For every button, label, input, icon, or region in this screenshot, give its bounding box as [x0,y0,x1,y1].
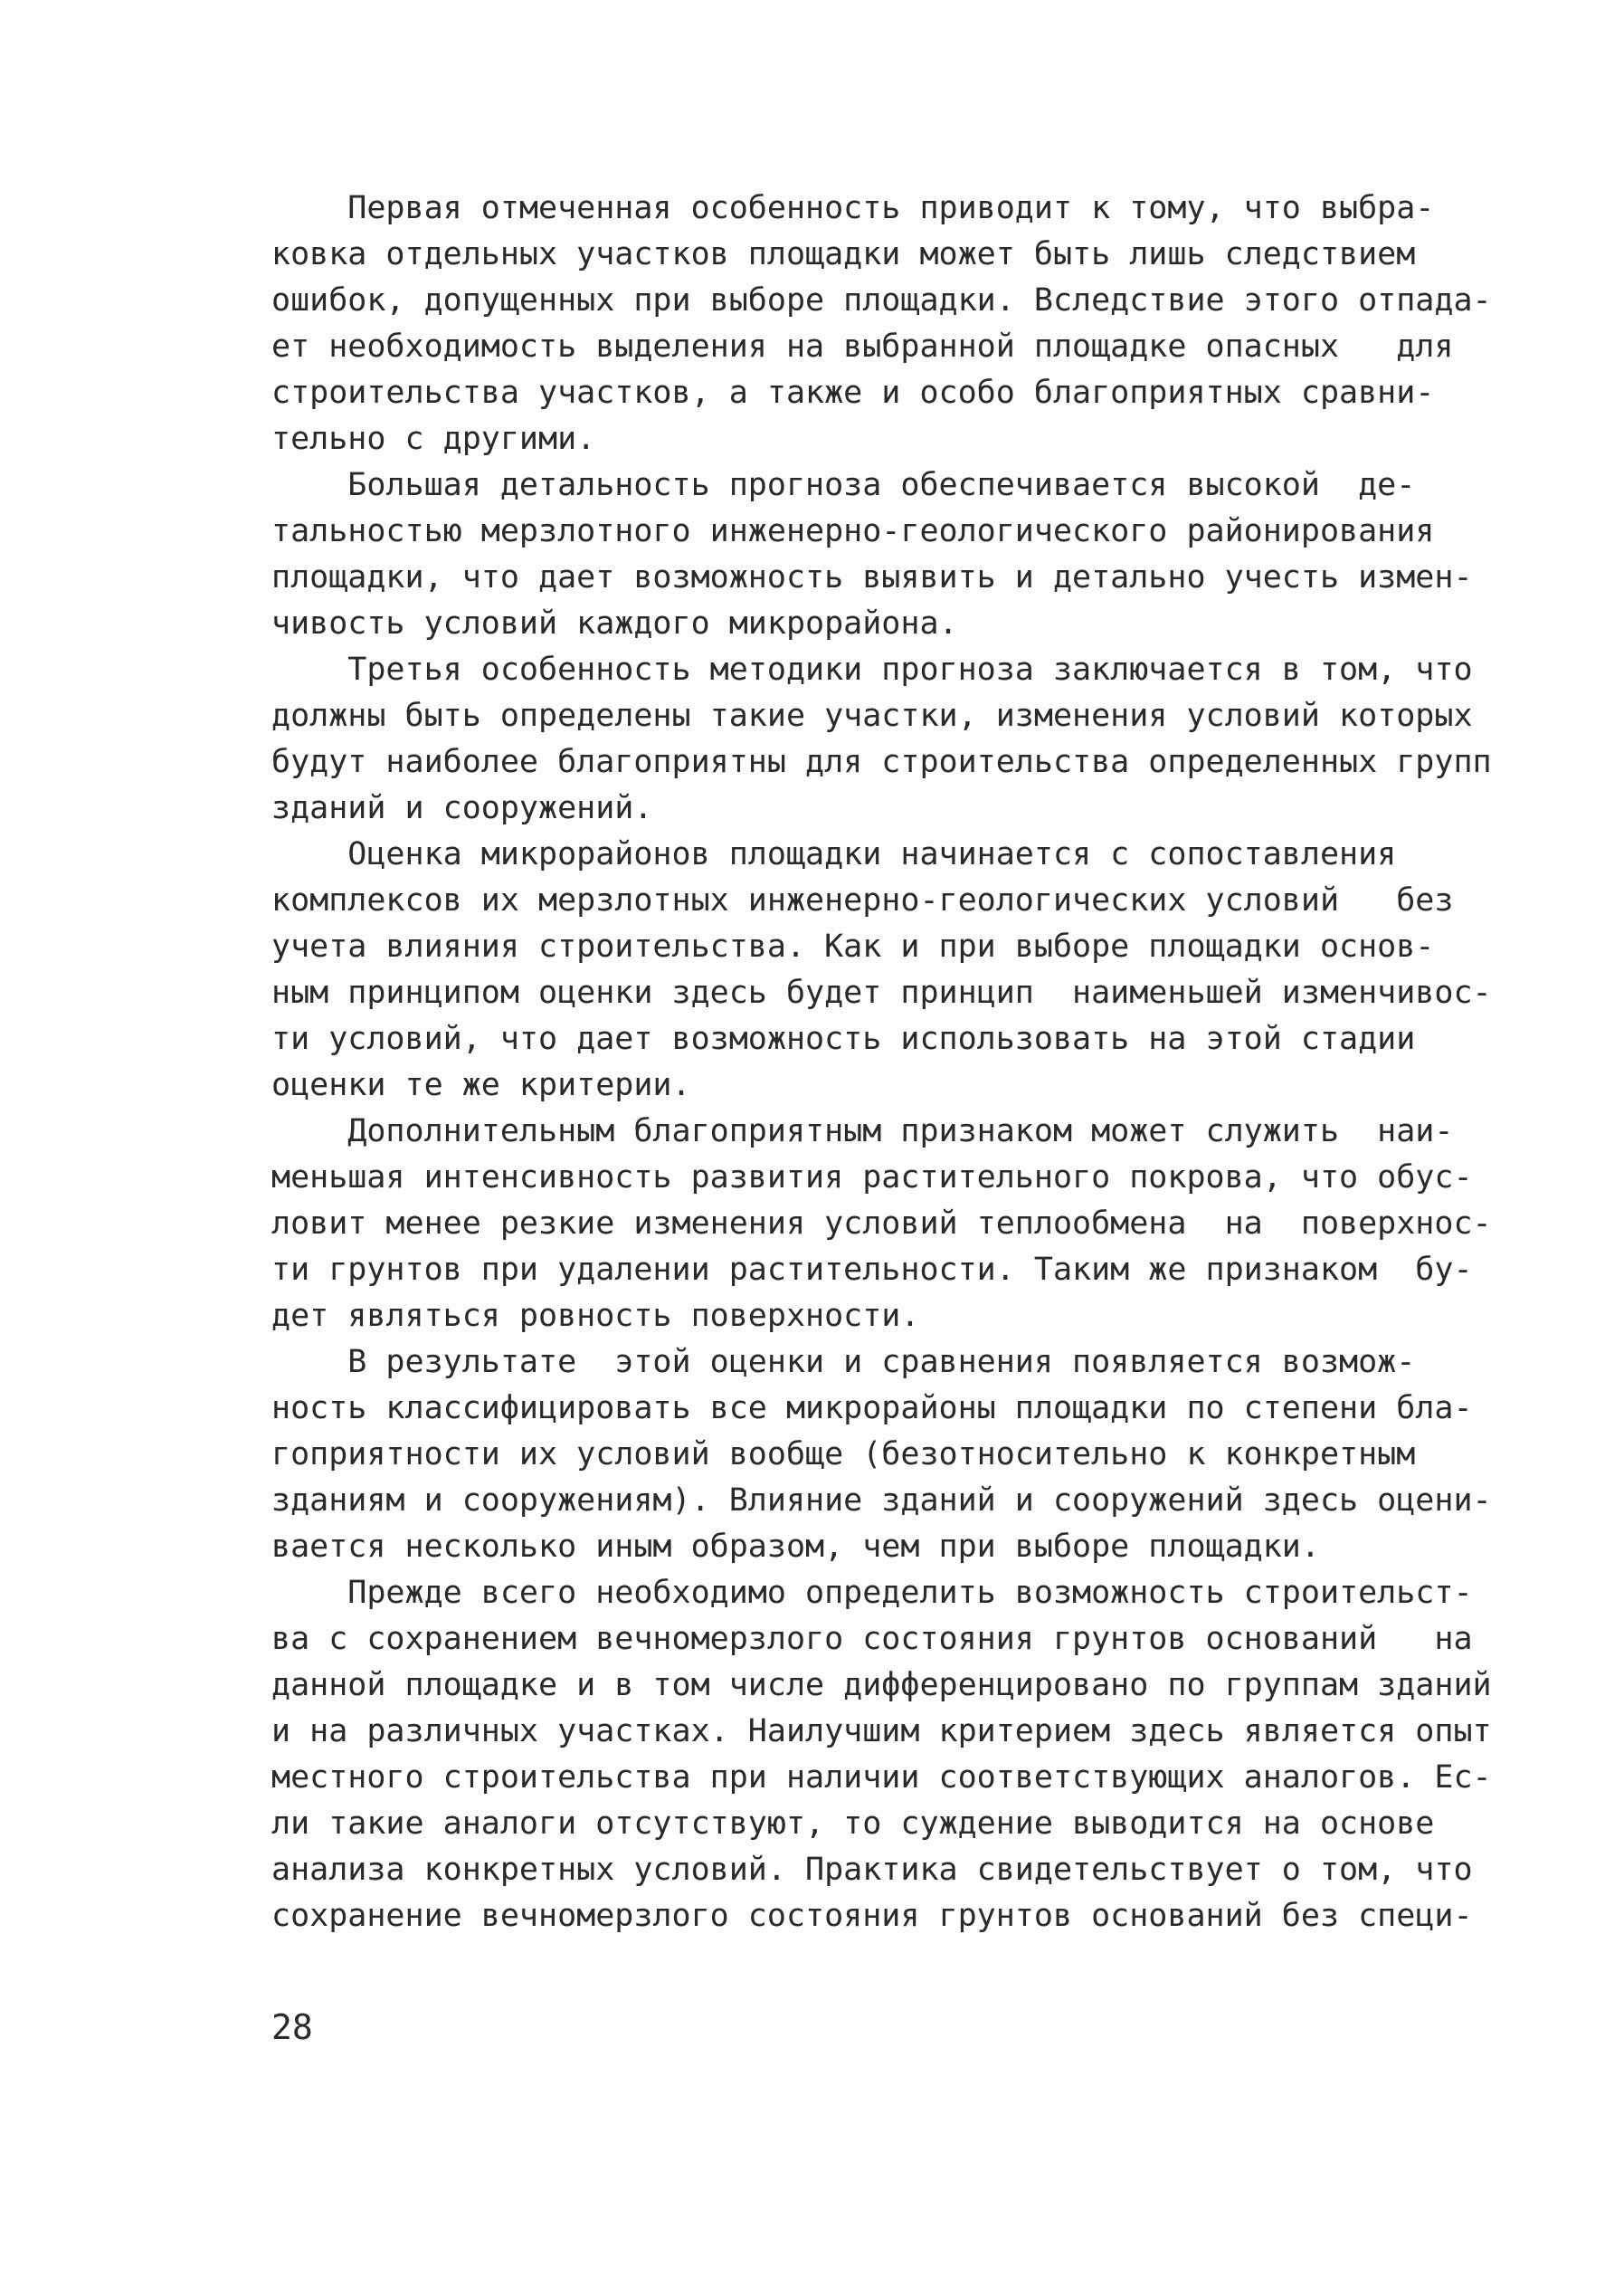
text-line: ковка отдельных участков площадки может быть лишь следствием [271,236,1416,272]
text-line: зданий и сооружений. [271,790,653,826]
text-line: тельно с другими. [271,421,596,457]
text-line: ным принципом оценки здесь будет принцип наименьшей изменчивос- [271,975,1492,1011]
text-line: гоприятности их условий вообще (безотносительно к конкретным [271,1436,1416,1472]
text-line: вается несколько иным образом, чем при выборе площадки. [271,1529,1320,1565]
text-line: комплексов их мерзлотных инженерно-геологических условий без [271,882,1454,919]
text-line: ет необходимость выделения на выбранной площадке опасных для [271,329,1454,365]
text-line: будут наиболее благоприятны для строительства определенных групп [271,744,1492,780]
paragraph-7 [271,1570,1492,1939]
paragraph-1 [271,186,1492,462]
paragraph-4 [271,832,1492,1109]
text-line: данной площадке и в том числе дифференцировано по группам зданий [271,1667,1492,1703]
text-line: Большая детальность прогноза обеспечивается высокой де- [271,467,1416,503]
paragraph-5 [271,1109,1492,1339]
text-line: Дополнительным благоприятным признаком может служить наи- [271,1113,1454,1149]
text-line: ли такие аналоги отсутствуют, то суждение выводится на основе [271,1805,1435,1842]
text-line: ти грунтов при удалении растительности. Таким же признаком бу- [271,1252,1473,1288]
text-line: оценки те же критерии. [271,1067,691,1103]
text-line: ность классифицировать все микрорайоны площадки по степени бла- [271,1390,1473,1426]
text-line: ошибок, допущенных при выборе площадки. Вследствие этого отпада- [271,282,1492,319]
text-line: меньшая интенсивность развития растительного покрова, что обус- [271,1159,1473,1196]
text-line: зданиям и сооружениям). Влияние зданий и сооружений здесь оцени- [271,1482,1492,1519]
page-number: 28 [271,2007,313,2047]
text-line: В результате этой оценки и сравнения появляется возмож- [271,1344,1416,1380]
text-line: должны быть определены такие участки, изменения условий которых [271,698,1473,734]
text-line: ти условий, что дает возможность использовать на этой стадии [271,1021,1416,1057]
text-line: Прежде всего необходимо определить возможность строительст- [271,1575,1473,1611]
paragraph-6 [271,1339,1492,1570]
text-line: строительства участков, а также и особо благоприятных сравни- [271,375,1435,411]
text-line: ва с сохранением вечномерзлого состояния грунтов оснований на [271,1621,1473,1657]
text-line: местного строительства при наличии соответствующих аналогов. Ес- [271,1759,1492,1796]
text-line: и на различных участках. Наилучшим критерием здесь является опыт [271,1713,1492,1749]
text-line: тальностью мерзлотного инженерно-геологического районирования [271,513,1435,549]
paragraph-2 [271,462,1473,647]
text-line: дет являться ровность поверхности. [271,1298,920,1334]
paragraph-3 [271,647,1492,832]
text-line: сохранение вечномерзлого состояния грунтов оснований без специ- [271,1898,1473,1934]
text-line: площадки, что дает возможность выявить и детально учесть измен- [271,559,1473,595]
text-line: анализа конкретных условий. Практика свидетельствует о том, что [271,1852,1473,1888]
text-line: Оценка микрорайонов площадки начинается с сопоставления [271,836,1397,872]
body-text [271,186,1492,1939]
text-line: ловит менее резкие изменения условий теплообмена на поверхнос- [271,1205,1492,1242]
text-line: Третья особенность методики прогноза заключается в том, что [271,652,1473,688]
text-line: Первая отмеченная особенность приводит к тому, что выбра- [271,190,1435,226]
text-line: учета влияния строительства. Как и при выборе площадки основ- [271,929,1435,965]
text-line: чивость условий каждого микрорайона. [271,605,958,642]
